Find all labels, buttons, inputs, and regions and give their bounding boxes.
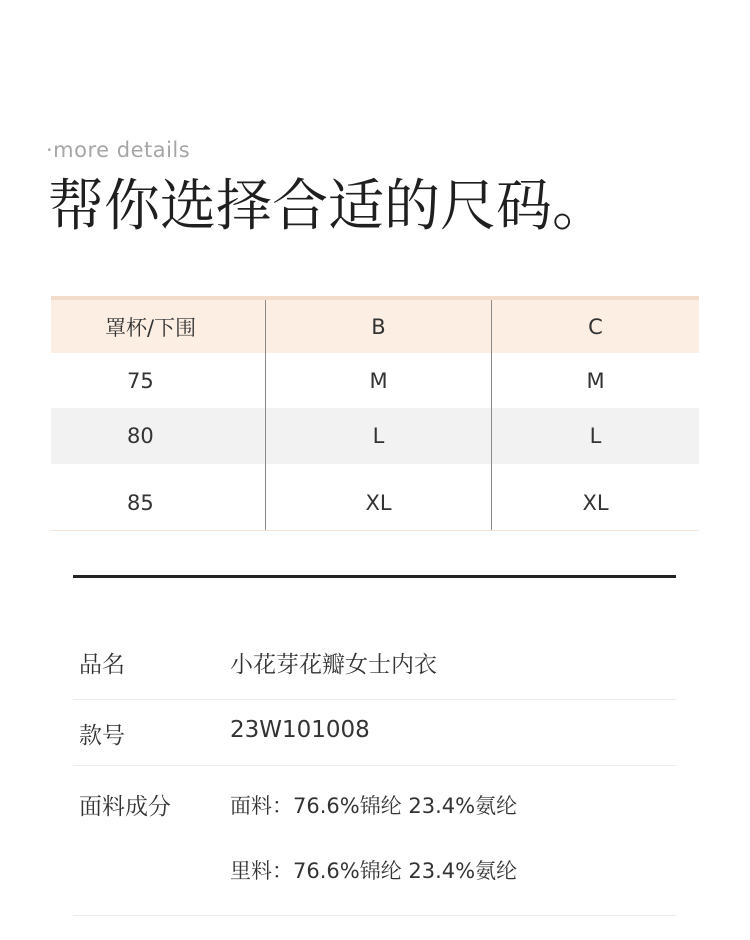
header-cell-c: C bbox=[491, 300, 699, 353]
material-label: 面料成分 bbox=[79, 794, 171, 820]
spec-divider bbox=[73, 915, 676, 916]
table-cell-c: XL bbox=[491, 464, 699, 530]
material-outer-value: 面料：76.6%锦纶 23.4%氨纶 bbox=[230, 794, 518, 818]
product-model-value: 23W101008 bbox=[230, 717, 370, 743]
table-cell-b: XL bbox=[265, 464, 491, 530]
table-cell-underbust: 75 bbox=[127, 368, 154, 393]
header-cell-cup-underbust: 罩杯/下围 bbox=[105, 315, 197, 340]
spec-divider bbox=[73, 699, 676, 700]
table-row bbox=[51, 408, 699, 464]
size-table-header bbox=[51, 300, 699, 353]
table-row bbox=[51, 353, 699, 408]
product-model-label: 款号 bbox=[79, 723, 125, 749]
page-title: 帮你选择合适的尺码。 bbox=[48, 174, 608, 239]
table-cell-underbust: 85 bbox=[127, 491, 154, 515]
table-cell-c: L bbox=[491, 408, 699, 464]
section-eyebrow: ·more details bbox=[46, 138, 191, 162]
table-cell-b: M bbox=[265, 353, 491, 408]
table-cell-b: L bbox=[265, 408, 491, 464]
table-cell-c: M bbox=[491, 353, 699, 408]
table-cell-underbust: 80 bbox=[127, 424, 154, 448]
size-table bbox=[51, 296, 699, 531]
spec-divider bbox=[73, 765, 676, 766]
material-lining-value: 里料：76.6%锦纶 23.4%氨纶 bbox=[230, 859, 518, 883]
product-name-label: 品名 bbox=[79, 652, 125, 678]
section-divider bbox=[73, 575, 676, 578]
product-name-value: 小花芽花瓣女士内衣 bbox=[230, 652, 437, 678]
table-row bbox=[51, 464, 699, 530]
header-cell-b: B bbox=[265, 300, 491, 353]
